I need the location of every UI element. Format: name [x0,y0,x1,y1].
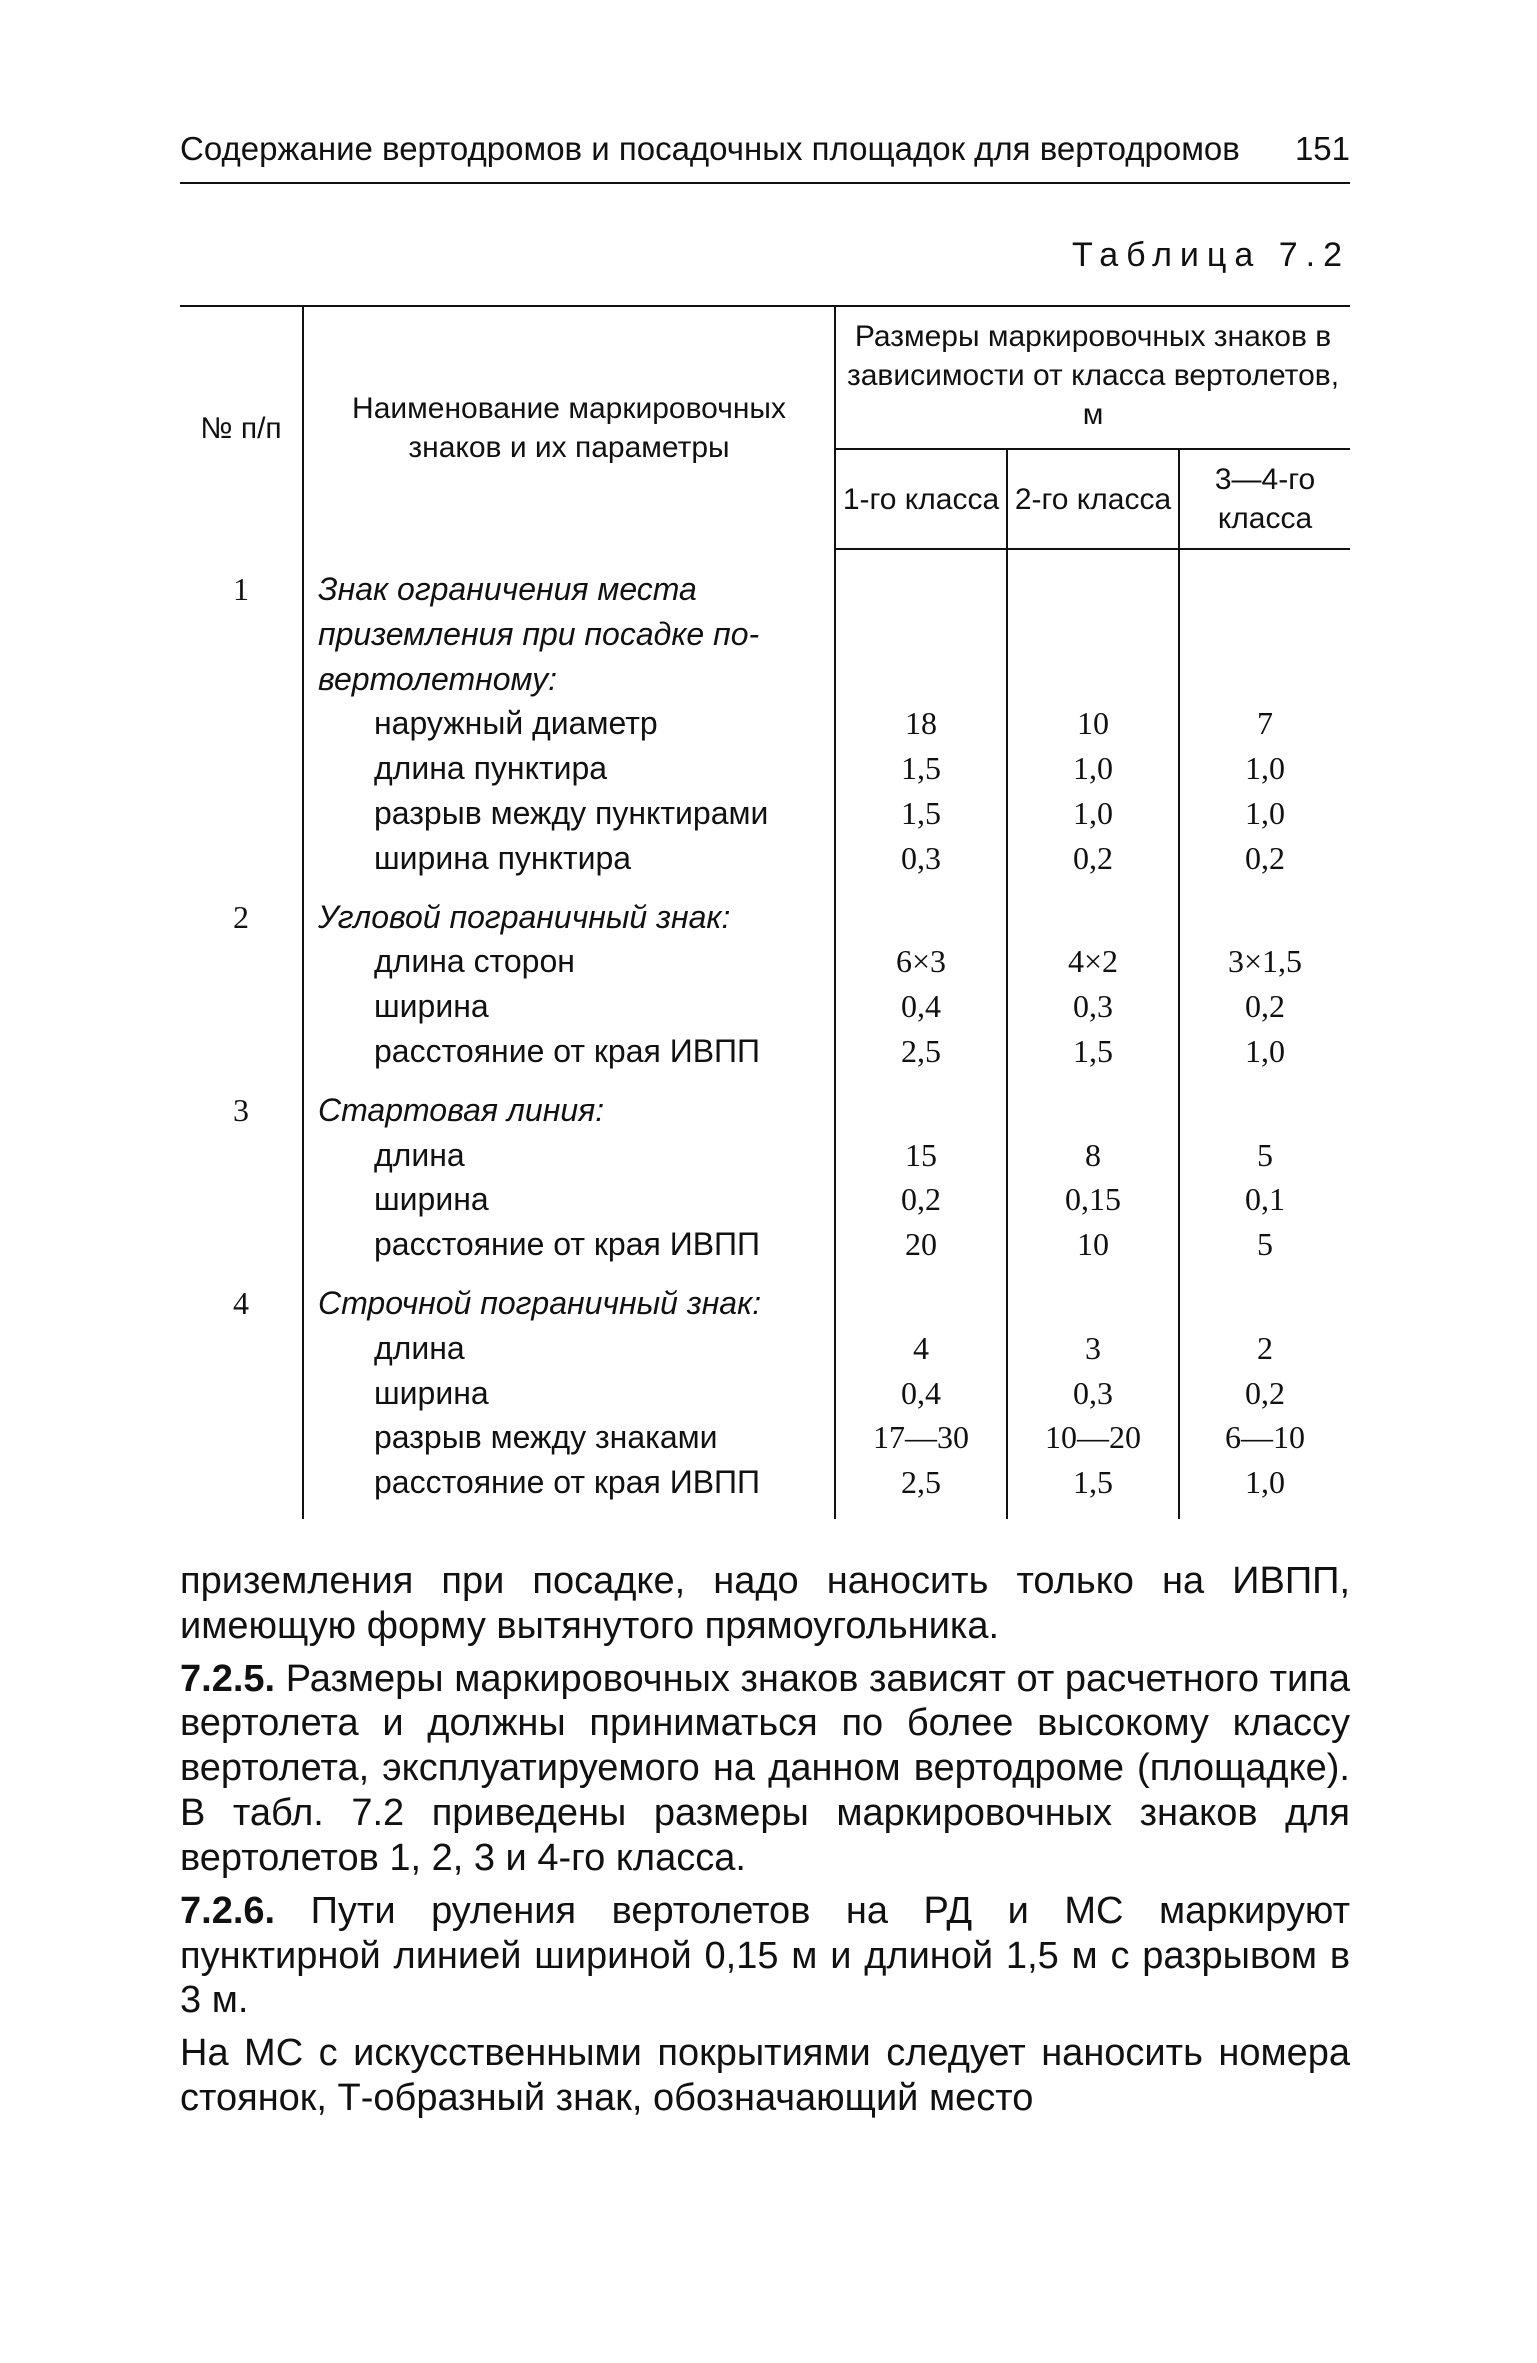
row-number [180,1177,303,1222]
value-class-3-4: 7 [1179,701,1350,746]
row-name: разрыв между знаками [303,1415,835,1460]
value-class-2: 8 [1007,1133,1179,1178]
value-class-2 [1007,549,1179,701]
value-class-1 [835,1267,1007,1326]
row-name: ширина [303,984,835,1029]
table-body [180,549,1350,1519]
paragraph-number: 7.2.6. [180,1889,276,1932]
value-class-1: 0,2 [901,1181,941,1218]
row-number [180,1460,303,1519]
row-name: ширина [303,1371,835,1416]
value-class-2: 1,5 [1007,1029,1179,1074]
value-class-2: 3 [1007,1326,1179,1371]
row-name: расстояние от края ИВПП [303,1029,835,1074]
value-class-2 [1007,881,1179,940]
value-class-3-4: 0,2 [1179,1371,1350,1416]
table-row [180,1326,1350,1371]
table-row [180,791,1350,836]
row-number [180,791,303,836]
row-number: 2 [180,881,303,940]
row-number [180,746,303,791]
value-class-1 [835,549,1007,701]
value-class-3-4: 1,0 [1179,791,1350,836]
row-name: Стартовая линия: [303,1074,835,1133]
value-class-1: 2,5 [901,1464,941,1501]
value-class-2: 1,0 [1007,791,1179,836]
table-row [180,701,1350,746]
row-number [180,836,303,881]
value-class-2: 4×2 [1007,939,1179,984]
row-number [180,1371,303,1416]
value-class-2 [1007,1267,1179,1326]
value-class-1 [835,1074,1007,1133]
value-class-3-4: 0,2 [1179,836,1350,881]
paragraph-text: Размеры маркировочных знаков зависят от расчетного типа вертолета и должны приниматься по более высокому классу вертолета, эксплуатируемого на данном вертодроме (площадке). В табл. 7.2 приведены размеры маркировочных знаков для вертолетов 1, 2, 3 и 4-го класса. [180,1657,1350,1879]
table-row [180,881,1350,940]
value-class-3-4: 0,1 [1179,1177,1350,1222]
row-number: 4 [180,1267,303,1326]
value-class-2: 0,3 [1007,1371,1179,1416]
value-class-3-4: 5 [1179,1222,1350,1267]
row-number [180,939,303,984]
row-name: длина [303,1133,835,1178]
value-class-3-4: 2 [1179,1326,1350,1371]
table-row [180,746,1350,791]
paragraph [180,2031,1350,2121]
value-class-1: 0,4 [901,988,941,1025]
paragraph [180,1559,1350,1649]
paragraph [180,1657,1350,1881]
row-name: Знак ограничения места приземления при посадке по-вертолетному: [303,549,835,701]
value-class-3-4: 1,0 [1179,1029,1350,1074]
row-number [180,1326,303,1371]
value-class-1: 18 [905,705,937,742]
value-class-1: 0,3 [901,839,941,876]
header-number: № п/п [180,306,303,549]
value-class-1: 15 [905,1136,937,1173]
table-row [180,1460,1350,1519]
table-row [180,1133,1350,1178]
table-row [180,1029,1350,1074]
value-class-3-4 [1179,1267,1350,1326]
value-class-3-4: 1,0 [1179,1460,1350,1519]
paragraph [180,1889,1350,2023]
row-number: 3 [180,1074,303,1133]
table-row [180,549,1350,701]
value-class-2: 10 [1007,1222,1179,1267]
value-class-3-4: 6—10 [1179,1415,1350,1460]
value-class-3-4 [1179,549,1350,701]
value-class-1: 6×3 [895,943,947,980]
page-number: 151 [1294,130,1350,167]
value-class-3-4: 3×1,5 [1179,939,1350,984]
value-class-1 [835,881,1007,940]
header-class-2: 2-го класса [1007,449,1179,549]
row-name: длина пунктира [303,746,835,791]
row-name: разрыв между пунктирами [303,791,835,836]
running-head-title: Содержание вертодромов и посадочных площадок для вертодромов [180,130,1240,167]
value-class-2: 0,3 [1007,984,1179,1029]
document-page [180,130,1350,2129]
value-class-1: 2,5 [901,1032,941,1069]
row-name: Угловой пограничный знак: [303,881,835,940]
value-class-1: 1,5 [901,750,941,787]
row-number [180,1029,303,1074]
row-name: Строчной пограничный знак: [303,1267,835,1326]
table-row [180,939,1350,984]
value-class-3-4 [1179,881,1350,940]
value-class-1: 1,5 [901,794,941,831]
value-class-1: 17—30 [873,1419,969,1456]
table-row [180,1415,1350,1460]
row-number [180,1222,303,1267]
paragraph-text: Пути руления вертолетов на РД и МС маркируют пунктирной линией шириной 0,15 м и длиной 1,5 м с разрывом в 3 м. [180,1889,1350,2022]
value-class-2: 1,5 [1007,1460,1179,1519]
value-class-3-4: 0,2 [1179,984,1350,1029]
row-number: 1 [180,549,303,701]
row-number [180,701,303,746]
header-name: Наименование маркировочных знаков и их параметры [303,306,835,549]
value-class-2: 1,0 [1007,746,1179,791]
value-class-3-4 [1179,1074,1350,1133]
value-class-2: 0,2 [1007,836,1179,881]
value-class-2: 0,15 [1007,1177,1179,1222]
paragraph-text: приземления при посадке, надо наносить только на ИВПП, имеющую форму вытянутого прямоугольника. [180,1559,1350,1647]
paragraph-text: На МС с искусственными покрытиями следует наносить номера стоянок, Т-образный знак, обозначающий место [180,2032,1350,2120]
row-name: ширина пунктира [303,836,835,881]
header-class-3-4: 3—4-го класса [1179,449,1350,549]
value-class-1: 4 [913,1329,929,1366]
row-number [180,1415,303,1460]
running-head [180,130,1350,184]
value-class-1: 0,4 [901,1374,941,1411]
header-size-group: Размеры маркировочных знаков в зависимости от класса вертолетов, м [835,306,1350,449]
table-row [180,984,1350,1029]
value-class-2: 10—20 [1007,1415,1179,1460]
row-name: наружный диаметр [303,701,835,746]
row-name: расстояние от края ИВПП [303,1222,835,1267]
value-class-2 [1007,1074,1179,1133]
table-row [180,836,1350,881]
value-class-2: 10 [1007,701,1179,746]
marking-sizes-table [180,305,1350,1519]
value-class-3-4: 1,0 [1179,746,1350,791]
header-class-1: 1-го класса [835,449,1007,549]
table-row [180,1177,1350,1222]
value-class-3-4: 5 [1179,1133,1350,1178]
row-name: длина сторон [303,939,835,984]
table-caption: Таблица 7.2 [1071,236,1350,274]
row-number [180,1133,303,1178]
table-row [180,1267,1350,1326]
row-number [180,984,303,1029]
value-class-1: 20 [905,1226,937,1263]
paragraph-number: 7.2.5. [180,1657,276,1700]
table-row [180,1222,1350,1267]
body-text [180,1559,1350,2121]
row-name: длина [303,1326,835,1371]
table-row [180,1074,1350,1133]
row-name: расстояние от края ИВПП [303,1460,835,1519]
row-name: ширина [303,1177,835,1222]
table-row [180,1371,1350,1416]
